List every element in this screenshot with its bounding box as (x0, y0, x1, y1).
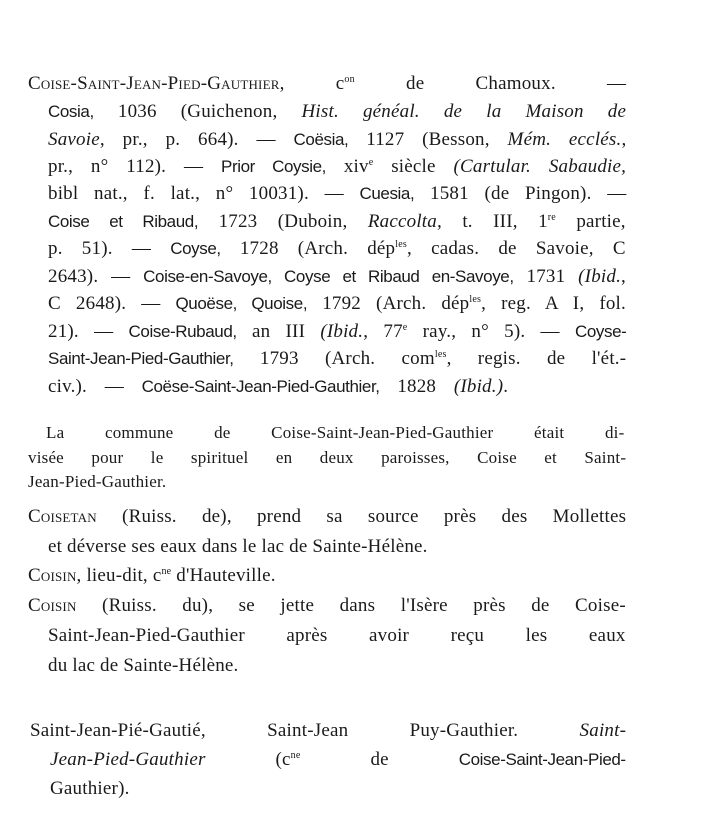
text-line (50, 777, 130, 801)
historical-form: Coise-en-Savoye, Coyse et Ribaud en-Savoye, (143, 267, 514, 286)
text-span: , regis. de l'ét.- (446, 348, 627, 369)
historical-form: Coyse, (170, 239, 221, 258)
historical-form: Cuesia, (359, 184, 415, 203)
text-span: civ.). — (48, 376, 142, 397)
text-span: 1731 (513, 266, 579, 287)
headword: Coisetan (28, 506, 97, 527)
historical-form: Coësia, (293, 130, 349, 149)
text-span: de Chamoux. — (354, 73, 627, 94)
text-span: Gauthier). (50, 778, 130, 799)
text-line (48, 210, 626, 234)
text-span: visée pour le spirituel en deux paroisses, Coise et Saint- (28, 448, 627, 467)
text-line (48, 155, 626, 179)
source-title: (Cartular. Sabaudie, (453, 156, 627, 177)
text-span: de (300, 749, 459, 770)
text-span: Saint-Jean-Pié-Gautié, Saint-Jean Puy-Gauthier. (30, 720, 580, 741)
text-line (48, 292, 626, 316)
text-span: . (503, 376, 509, 397)
text-span: les (395, 239, 407, 250)
source-title: Saint- (579, 720, 627, 741)
text-span: on (344, 74, 355, 85)
text-span: , (621, 129, 627, 150)
text-line (48, 182, 626, 206)
text-span: 1723 (Duboin, (198, 211, 368, 232)
historical-form: Cosia, (48, 102, 94, 121)
text-span: re (547, 212, 556, 223)
text-line (28, 446, 626, 470)
text-line (48, 624, 626, 648)
text-span: Jean-Pied-Gauthier. (28, 472, 167, 491)
text-line (30, 719, 626, 743)
text-span: (Ruiss. du), se jette dans l'Isère près de Coise- (76, 595, 626, 616)
text-line (48, 347, 626, 371)
historical-form: Quoëse, Quoise, (175, 294, 308, 313)
text-line (48, 237, 626, 261)
text-span: e (402, 322, 408, 333)
text-line (28, 470, 166, 494)
text-line (50, 748, 626, 772)
source-title: Jean-Pied-Gauthier (50, 749, 206, 770)
text-span: ray., n° 5). — (407, 321, 575, 342)
text-span: , reg. A I, fol. (481, 293, 626, 314)
text-span: les (434, 349, 447, 360)
text-line (48, 128, 626, 152)
text-span: C 2648). — (48, 293, 176, 314)
text-span: Saint-Jean-Pied-Gauthier après avoir reçu les eaux (48, 625, 626, 646)
source-title: Raccolta, (367, 211, 442, 232)
historical-form: Coise-Rubaud, (128, 322, 237, 341)
text-span: 1793 (Arch. com (233, 348, 435, 369)
text-line (48, 265, 626, 289)
historical-form: Coise et Ribaud, (48, 212, 199, 231)
text-line (48, 100, 626, 124)
text-line (28, 72, 626, 96)
text-span: , lieu-dit, c (76, 565, 162, 586)
text-span: pr., n° 112). — (48, 156, 222, 177)
text-span: 1792 (Arch. dép (307, 293, 470, 314)
text-span: et déverse ses eaux dans le lac de Sainte-Hélène. (48, 536, 428, 557)
text-line (48, 535, 428, 559)
text-span: partie, (555, 211, 626, 232)
headword: Coisin (28, 565, 77, 586)
text-span: 21). — (48, 321, 129, 342)
source-title: (Ibid. (578, 266, 622, 287)
text-span: , pr., p. 664). — (99, 129, 294, 150)
text-span: an III (236, 321, 321, 342)
text-span: , cadas. de Savoie, C (406, 238, 626, 259)
text-line (28, 505, 626, 529)
text-span: d'Hauteville. (171, 565, 276, 586)
text-span: siècle (373, 156, 454, 177)
source-title: Hist. généal. de la Maison de (301, 101, 627, 122)
text-span: e (368, 157, 374, 168)
text-span: , 77 (363, 321, 403, 342)
text-span: 1728 (Arch. dép (220, 238, 396, 259)
text-span: du lac de Sainte-Hélène. (48, 655, 239, 676)
source-title: (Ibid. (320, 321, 364, 342)
text-span: , c (279, 73, 345, 94)
historical-form: Prior Coysie, (221, 157, 327, 176)
text-span: ne (161, 566, 172, 577)
text-span: 1036 (Guichenon, (93, 101, 302, 122)
text-line (48, 320, 626, 344)
text-span: bibl nat., f. lat., n° 10031). — (48, 183, 360, 204)
text-span: (c (205, 749, 291, 770)
text-span: (Ruiss. de), prend sa source près des Mollettes (96, 506, 627, 527)
headword: Coisin (28, 595, 77, 616)
text-span: , (621, 266, 626, 287)
text-span: 1828 (379, 376, 454, 397)
historical-form: Saint-Jean-Pied-Gauthier, (48, 349, 234, 368)
source-title: Savoie (48, 129, 100, 150)
source-title: Mém. ecclés. (507, 129, 622, 150)
text-line (48, 654, 239, 678)
text-line (46, 421, 624, 445)
historical-form: Coëse-Saint-Jean-Pied-Gauthier, (141, 377, 380, 396)
text-span: 1127 (Besson, (348, 129, 508, 150)
text-span: 1581 (de Pingon). — (414, 183, 627, 204)
source-title: (Ibid.) (453, 376, 504, 397)
text-span: 2643). — (48, 266, 144, 287)
text-line (28, 594, 626, 618)
headword: Coise-Saint-Jean-Pied-Gauthier (28, 73, 280, 94)
text-span: p. 51). — (48, 238, 171, 259)
text-span: les (469, 294, 482, 305)
historical-form: Coise-Saint-Jean-Pied- (458, 750, 626, 769)
text-line (28, 564, 276, 588)
historical-form: Coyse- (574, 322, 627, 341)
text-span: ne (290, 750, 301, 761)
text-span: t. III, 1 (441, 211, 548, 232)
text-span: xiv (326, 156, 369, 177)
text-span: La commune de Coise-Saint-Jean-Pied-Gauthier était di- (46, 423, 625, 442)
text-line (48, 375, 508, 399)
